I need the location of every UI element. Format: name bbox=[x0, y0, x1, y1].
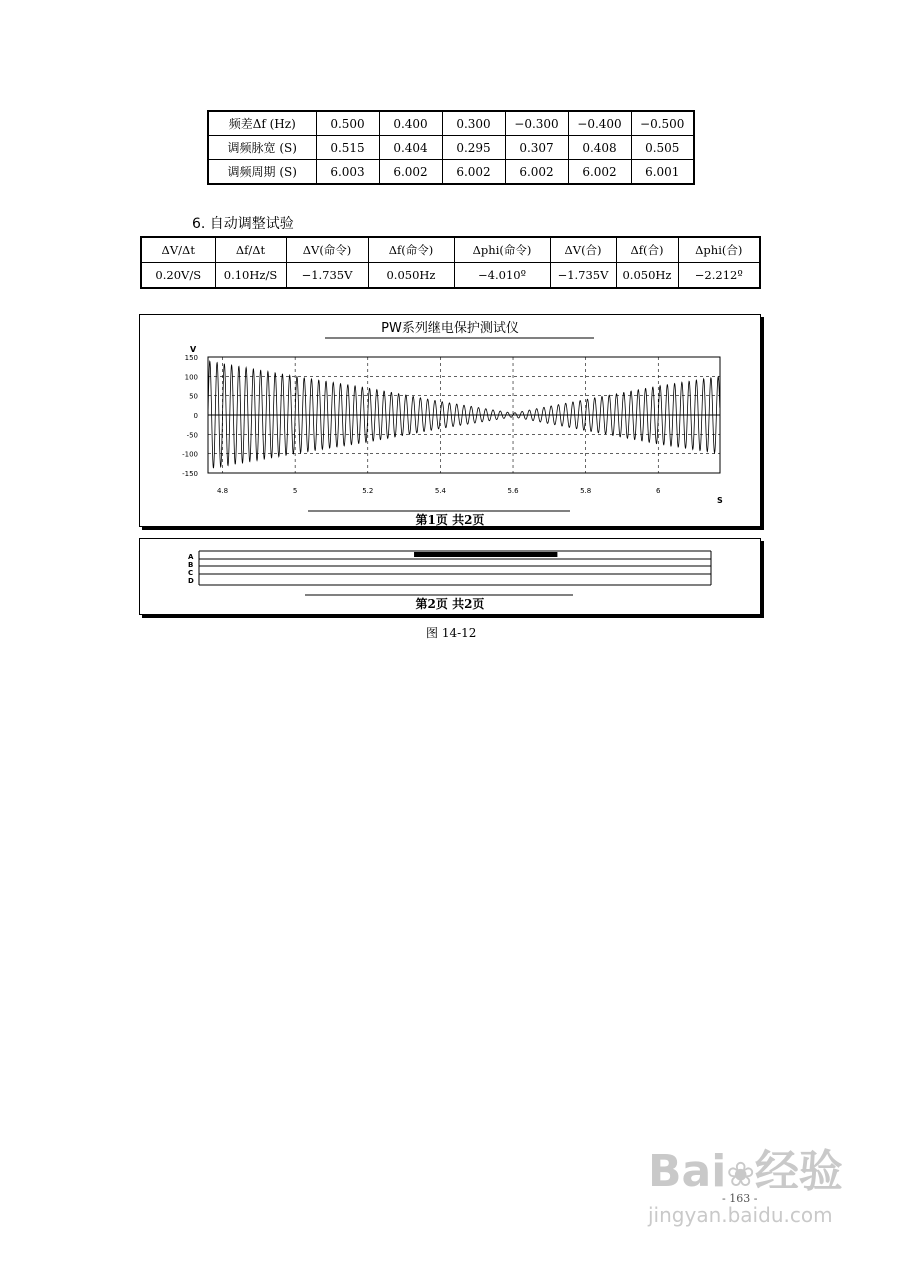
paw-icon: ❀ bbox=[726, 1155, 755, 1195]
table-cell: 0.400 bbox=[379, 111, 442, 136]
x-axis-label: S bbox=[717, 496, 723, 505]
y-tick-label: 150 bbox=[184, 354, 198, 362]
table-cell: 0.300 bbox=[442, 111, 505, 136]
table-cell: 0.505 bbox=[631, 136, 694, 160]
row-label: 频差Δf (Hz) bbox=[208, 111, 316, 136]
column-header: Δf(合) bbox=[616, 237, 678, 263]
column-header: ΔV(命令) bbox=[286, 237, 368, 263]
table-cell: 0.295 bbox=[442, 136, 505, 160]
table-cell: 0.404 bbox=[379, 136, 442, 160]
y-tick-label: -100 bbox=[182, 450, 198, 459]
table-cell: 0.10Hz/S bbox=[215, 263, 286, 289]
table-row bbox=[208, 111, 694, 136]
table-cell: 6.003 bbox=[316, 160, 379, 185]
channel-a-active-bar bbox=[414, 552, 557, 557]
table-cell: 0.20V/S bbox=[141, 263, 215, 289]
table-cell: 6.002 bbox=[379, 160, 442, 185]
x-tick-label: 5.8 bbox=[580, 487, 592, 495]
chart-title: PW系列继电保护测试仪 bbox=[381, 321, 519, 336]
row-label: 调频脉宽 (S) bbox=[208, 136, 316, 160]
table-cell: 6.002 bbox=[568, 160, 631, 185]
table-cell: 0.515 bbox=[316, 136, 379, 160]
y-tick-label: -150 bbox=[182, 470, 198, 478]
channel-label: D bbox=[188, 577, 194, 585]
table-cell: 6.002 bbox=[442, 160, 505, 185]
x-tick-label: 4.8 bbox=[216, 487, 229, 495]
table-row bbox=[208, 136, 694, 160]
row-label: 调频周期 (S) bbox=[208, 160, 316, 185]
frequency-difference-table bbox=[207, 110, 695, 185]
x-tick-label: 5 bbox=[292, 487, 298, 495]
page-footer-1: 第1页 共2页 bbox=[415, 513, 485, 527]
watermark-brand-2: 经验 bbox=[754, 1146, 843, 1197]
table-cell: 0.408 bbox=[568, 136, 631, 160]
watermark bbox=[648, 1146, 843, 1227]
table-cell: 0.500 bbox=[316, 111, 379, 136]
table-cell: −0.400 bbox=[568, 111, 631, 136]
column-header: Δphi(合) bbox=[678, 237, 760, 263]
x-tick-label: 5.6 bbox=[507, 487, 519, 495]
channel-label: A bbox=[188, 553, 194, 561]
x-tick-label: 5.4 bbox=[434, 487, 446, 495]
column-header: ΔV/Δt bbox=[141, 237, 215, 263]
column-header: Δf/Δt bbox=[215, 237, 286, 263]
table-cell: −4.010º bbox=[454, 263, 550, 289]
column-header: Δf(命令) bbox=[368, 237, 454, 263]
table-cell: −0.500 bbox=[631, 111, 694, 136]
column-header: ΔV(合) bbox=[550, 237, 616, 263]
figure-caption: 图 14-12 bbox=[426, 626, 477, 640]
table-cell: −1.735V bbox=[550, 263, 616, 289]
table-cell: 0.307 bbox=[505, 136, 568, 160]
channel-label: C bbox=[188, 569, 194, 577]
table-header-row bbox=[141, 237, 760, 263]
y-tick-label: 0 bbox=[193, 412, 198, 420]
channel-status-panel bbox=[139, 538, 761, 615]
watermark-url: jingyan.baidu.com bbox=[648, 1203, 833, 1227]
waveform-chart bbox=[140, 315, 760, 526]
y-tick-label: -50 bbox=[186, 431, 198, 440]
page-footer-2: 第2页 共2页 bbox=[415, 597, 485, 611]
table-cell: 0.050Hz bbox=[368, 263, 454, 289]
table-cell: 0.050Hz bbox=[616, 263, 678, 289]
y-tick-label: 100 bbox=[184, 373, 198, 382]
table-row bbox=[208, 160, 694, 185]
auto-adjust-table bbox=[140, 236, 761, 289]
table-cell: −2.212º bbox=[678, 263, 760, 289]
waveform-panel bbox=[139, 314, 761, 527]
watermark-brand: Bai bbox=[648, 1146, 727, 1197]
table-cell: 6.002 bbox=[505, 160, 568, 185]
x-tick-label: 6 bbox=[656, 487, 661, 495]
section-heading: 6. 自动调整试验 bbox=[192, 216, 294, 232]
page-number: - 163 - bbox=[722, 1192, 758, 1205]
x-tick-label: 5.2 bbox=[362, 487, 374, 495]
table-cell: −1.735V bbox=[286, 263, 368, 289]
y-axis-label: V bbox=[190, 345, 197, 354]
table-cell: 6.001 bbox=[631, 160, 694, 185]
table-row bbox=[141, 263, 760, 289]
channel-label: B bbox=[188, 561, 194, 569]
column-header: Δphi(命令) bbox=[454, 237, 550, 263]
table-cell: −0.300 bbox=[505, 111, 568, 136]
y-tick-label: 50 bbox=[189, 392, 198, 401]
